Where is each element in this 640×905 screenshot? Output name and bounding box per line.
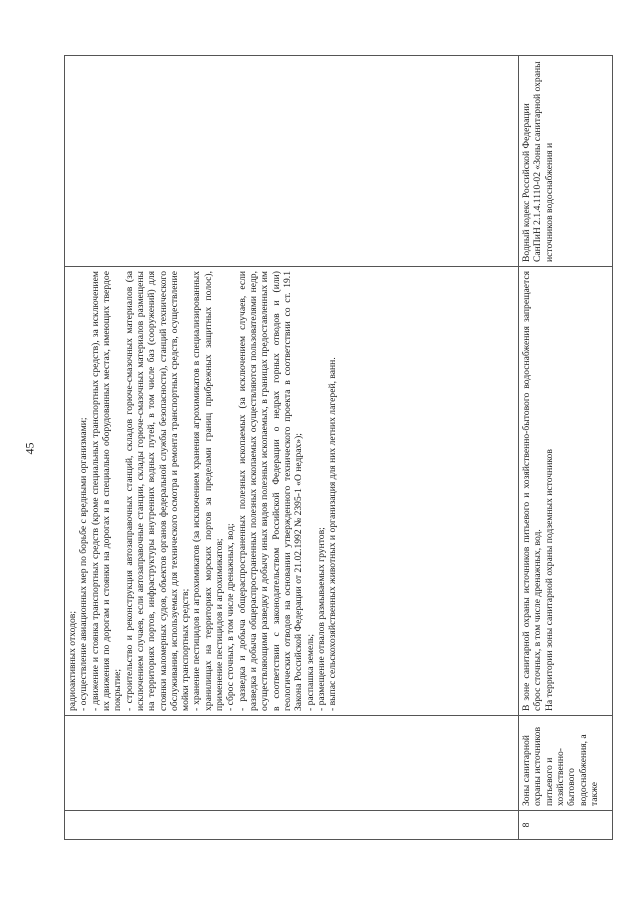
requirement-line: - строительство и реконструкция автозаправочных станций, складов горюче-смазочных материалов (за исключением случаев, если автозаправочные станции, склады горюче-смазочных материалов размещены на территориях портов, инфраструктуры внутренних водных путей, в том числе баз (сооружений) для стоянки маломерных судов, объектов органов федеральной службы безопасности), станций технического обслуживания, используемых для технического осмотра и ремонта транспортных средств, осуществление мойки транспортных средств;	[123, 271, 192, 711]
requirement-line: - выпас сельскохозяйственных животных и организация для них летних лагерей, ванн.	[327, 357, 339, 711]
requirement-line: - сброс сточных, в том числе дренажных, вод;	[225, 523, 237, 711]
source-cell	[519, 56, 613, 267]
requirement-line: В зоне санитарной охраны источников питьевого и хозяйственно-бытового водоснабжения запрещается сброс сточных, в том числе дренажных, вод.	[521, 271, 544, 711]
zone-name-cell: Зоны санитарной охраны источников питьевого и хозяйственно-бытового водоснабжения, а также	[519, 716, 613, 811]
source-line: Водный кодекс Российской Федерации	[521, 103, 532, 262]
requirement-line: - разведка и добыча общераспространенных полезных ископаемых (за исключением случаев, если разведка и добыча общераспространенных полезных ископаемых осуществляются пользователями недр, осуществляющими разведку и добычу иных видов полезных ископаемых, в границах предоставленных им в соответствии с законодательством Российской Федерации о недрах горных отводов и (или) геологических отводов на основании утвержденного технического проекта в соответствии со ст. 19.1 Закона Российской Федерации от 21.02.1992 № 2395-1 «О недрах»);	[236, 271, 305, 711]
table-row	[519, 56, 613, 840]
requirement-line: - размещение отвалов размываемых грунтов;	[315, 527, 327, 711]
zone-name-cell	[65, 716, 519, 811]
page-number: 45	[22, 442, 37, 455]
requirement-line: На территории зоны санитарной охраны подземных источников	[543, 449, 555, 711]
source-line: СанПиН 2.1.4.1110-02 «Зоны санитарной охраны источников водоснабжения и	[532, 61, 555, 262]
requirement-line: - осуществление авиационных мер по борьбе с вредными организмами;	[78, 417, 90, 711]
requirements-cell	[65, 267, 519, 716]
requirement-line: - движение и стоянка транспортных средств (кроме специальных транспортных средств), за исключением их движения по дорогам и стоянки на дорогах и в специально оборудованных местах, имеющих твердое покрытие;	[89, 271, 124, 711]
rotated-table-container	[64, 55, 612, 840]
row-number-cell	[65, 811, 519, 840]
row-number-cell: 8	[519, 811, 613, 840]
requirement-line: - распашка земель;	[304, 633, 316, 711]
requirements-table	[64, 55, 613, 840]
requirement-line: радиоактивных отходов;	[67, 611, 78, 711]
requirements-cell	[519, 267, 613, 716]
source-cell	[65, 56, 519, 267]
table-row	[65, 56, 519, 840]
requirement-line: - хранение пестицидов и агрохимикатов (за исключением хранения агрохимикатов в специализированных хранилищах на территориях морских портов за пределами границ прибрежных защитных полос), применение пестицидов и агрохимикатов;	[191, 271, 226, 711]
